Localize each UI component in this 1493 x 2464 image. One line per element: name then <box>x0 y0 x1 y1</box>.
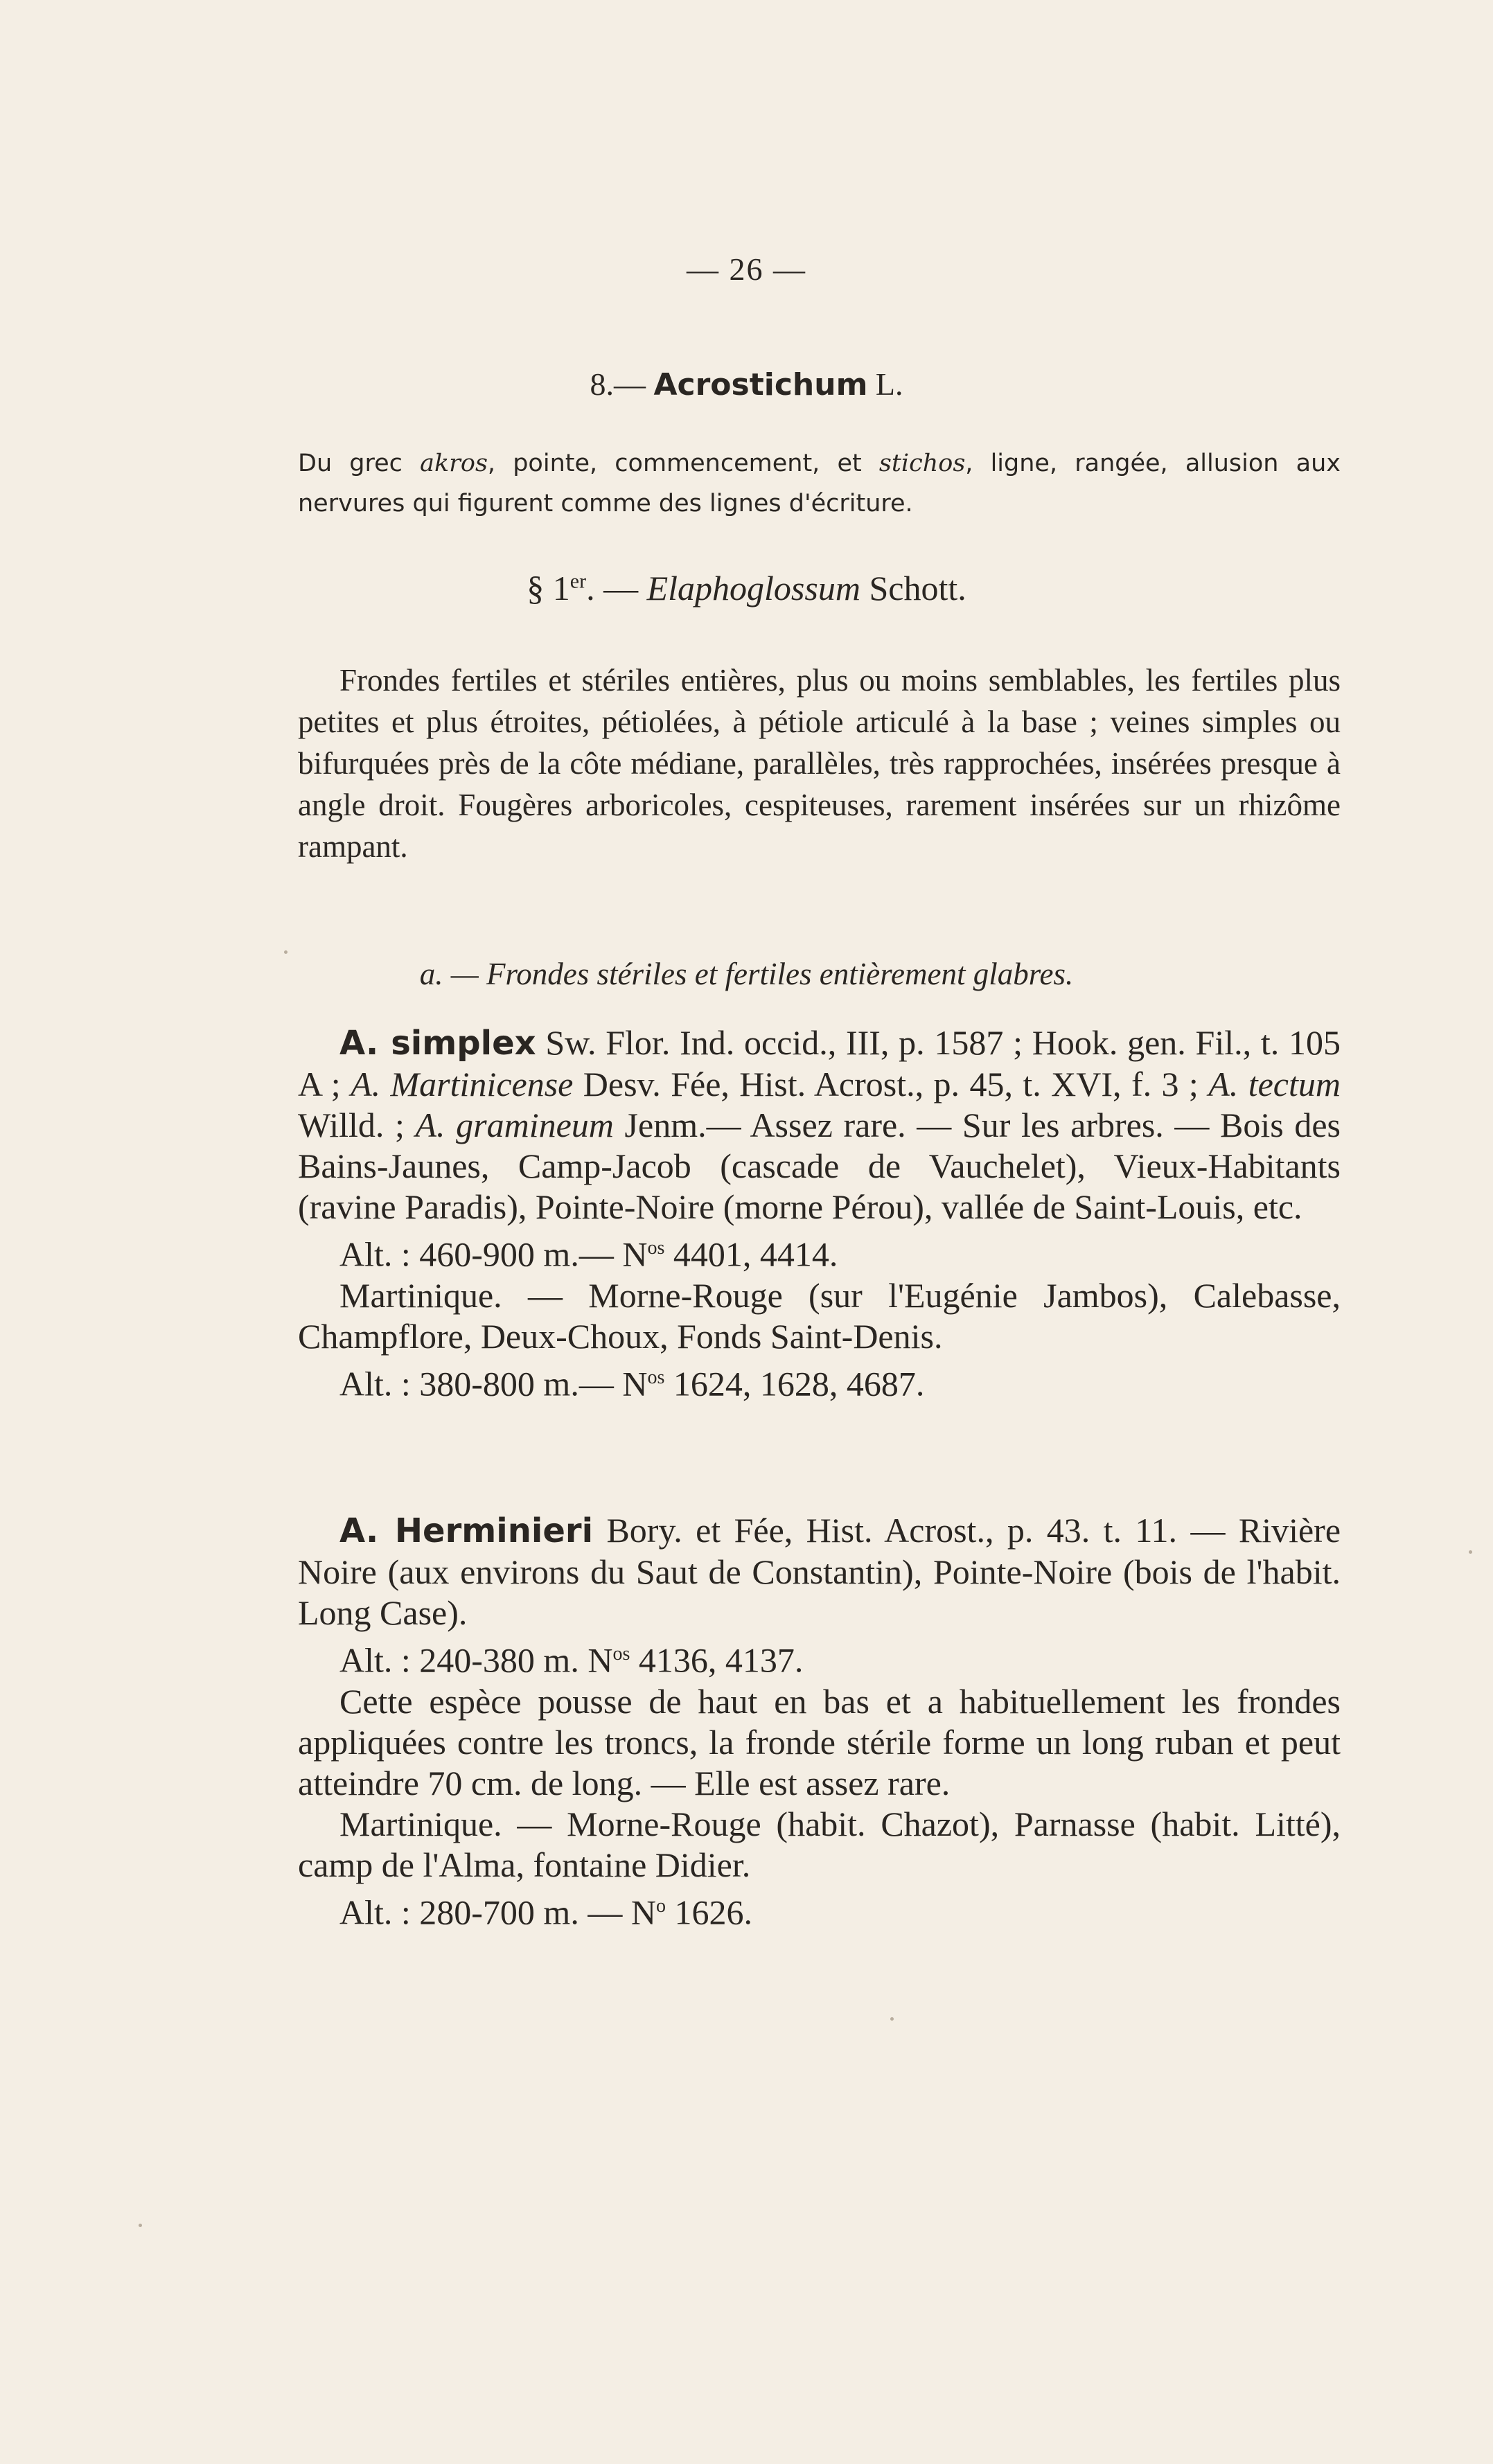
section-sign: § 1 <box>527 569 570 608</box>
genus-heading <box>0 366 1493 402</box>
etymology-paragraph <box>298 443 1341 524</box>
altitude-line <box>298 1886 1341 1933</box>
etymology-text: , pointe, commencement, et <box>487 450 879 477</box>
genus-number: 8.— <box>590 366 646 402</box>
section-ordinal: er <box>569 569 587 593</box>
citation-text: Desv. Fée, Hist. Acrost., p. 45, t. XVI, f. 3 ; <box>573 1065 1209 1104</box>
specimen-numbers: 4401, 4414. <box>664 1234 838 1274</box>
etymology-greek-word: akros <box>420 450 488 477</box>
genus-name: Acrostichum <box>653 367 868 402</box>
citation-text: Jenm.— Assez rare. — Sur les arbres. — Bois des Bains-Jaunes, Camp-Jacob (cascade de Vauchelet), Vieux-Habitants (ravine Paradis), Pointe-Noire (morne Pérou), vallée de Saint-Louis, etc. <box>298 1106 1341 1226</box>
altitude-text: Alt. : 240-380 m. N <box>339 1640 613 1680</box>
martinique-localities: Martinique. — Morne-Rouge (habit. Chazot), Parnasse (habit. Litté), camp de l'Alma, fontaine Didier. <box>298 1804 1341 1884</box>
altitude-text: Alt. : 280-700 m. — N <box>339 1893 656 1932</box>
altitude-line <box>298 1633 1341 1681</box>
paper-speck <box>1469 1550 1472 1554</box>
citation-text: Bory. et Fée, Hist. Acrost., p. 43. t. 11. — Rivière Noire (aux environs du Saut de Constantin), Pointe-Noire (bois de l'habit. Long Case). <box>298 1511 1341 1632</box>
martinique-localities: Martinique. — Morne-Rouge (sur l'Eugénie Jambos), Calebasse, Champflore, Deux-Choux, Fonds Saint-Denis. <box>298 1275 1341 1356</box>
numero-superscript: o <box>655 1895 666 1917</box>
section-dash: . — <box>586 569 647 608</box>
etymology-text: , ligne, rangée, allusion aux nervures qui figurent comme des lignes d'écriture. <box>298 450 1341 517</box>
numero-superscript: os <box>647 1237 665 1259</box>
synonym-name: A. tectum <box>1208 1065 1341 1104</box>
citation-text: Willd. ; <box>298 1106 416 1144</box>
paper-speck <box>890 2017 894 2021</box>
synonym-name: A. Martinicense <box>351 1065 574 1104</box>
subheading: a. — Frondes stériles et fertiles entièrement glabres. <box>419 957 1074 991</box>
description-paragraph: Frondes fertiles et stériles entières, plus ou moins semblables, les fertiles plus petites et plus étroites, pétiolées, à pétiole articulé à la base ; veines simples ou bifurquées près de la côte médiane, parallèles, très rapprochées, insérées presque à angle droit. Fougères arboricoles, cespiteuses, rarement insérées sur un rhizôme rampant. <box>298 663 1341 864</box>
altitude-line <box>298 1357 1341 1405</box>
specimen-numbers: 4136, 4137. <box>630 1640 804 1680</box>
numero-superscript: os <box>612 1643 630 1665</box>
etymology-greek-word: stichos <box>878 450 966 477</box>
altitude-text: Alt. : 460-900 m.— N <box>339 1234 648 1274</box>
species-name: A. simplex <box>339 1024 536 1063</box>
section-description <box>298 659 1341 867</box>
page-number: — 26 — <box>687 251 806 287</box>
specimen-numbers: 1624, 1628, 4687. <box>664 1364 925 1403</box>
species-citation <box>298 1022 1341 1227</box>
species-citation <box>298 1510 1341 1633</box>
numero-superscript: os <box>647 1366 665 1388</box>
specimen-numbers: 1626. <box>665 1893 752 1932</box>
section-heading <box>0 568 1493 608</box>
altitude-text: Alt. : 380-800 m.— N <box>339 1364 648 1403</box>
synonym-name: A. gramineum <box>415 1106 614 1144</box>
species-name: A. Herminieri <box>339 1512 594 1550</box>
section-author: Schott. <box>860 569 966 608</box>
altitude-line <box>298 1227 1341 1275</box>
species-note: Cette espèce pousse de haut en bas et a habituellement les frondes appliquées contre les troncs, la fronde stérile forme un long ruban et peut atteindre 70 cm. de long. — Elle est assez rare. <box>298 1681 1341 1802</box>
paper-speck <box>139 2224 142 2227</box>
species-entry-herminieri <box>298 1510 1341 1933</box>
species-entry-simplex <box>298 1022 1341 1404</box>
section-name: Elaphoglossum <box>646 569 860 608</box>
genus-author: L. <box>875 366 903 402</box>
paper-speck <box>284 950 288 954</box>
citation-text: Sw. Flor. Ind. occid., III, p. 1587 ; Hook. gen. Fil., t. 105 A ; <box>298 1023 1341 1104</box>
etymology-text: Du grec <box>298 450 421 477</box>
